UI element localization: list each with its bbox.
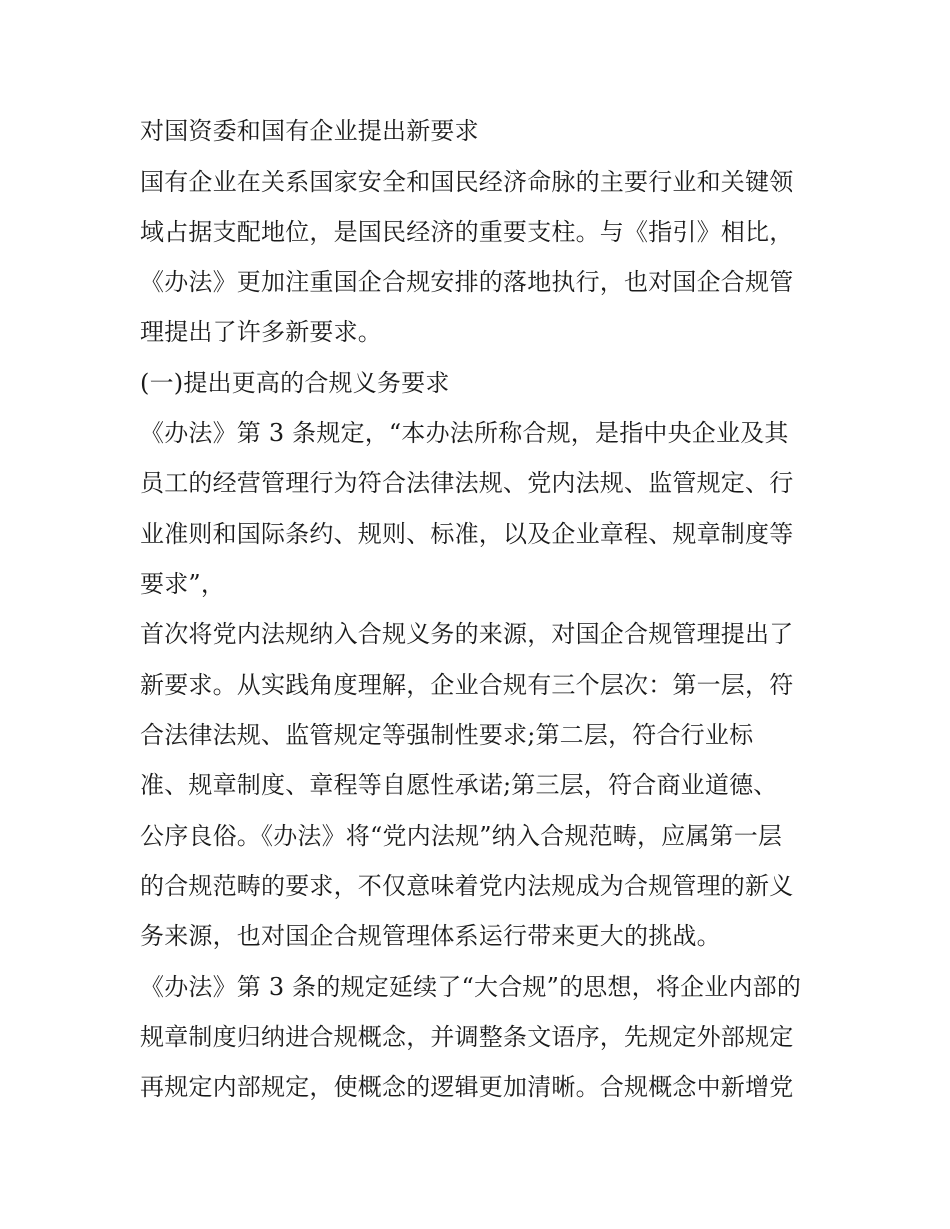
text-line: 首次将党内法规纳入合规义务的来源，对国企合规管理提出了: [140, 620, 794, 648]
text-line: 的合规范畴的要求，不仅意味着党内法规成为合规管理的新义: [140, 872, 794, 900]
text-line: 《办法》更加注重国企合规安排的落地执行，也对国企合规管: [140, 268, 794, 296]
text-line: 要求”，: [140, 570, 226, 598]
subsection-heading: (一)提出更高的合规义务要求: [140, 369, 450, 397]
text-line: 《办法》第 3 条的规定延续了“大合规”的思想，将企业内部的: [140, 973, 802, 1001]
text-line: 理提出了许多新要求。: [140, 318, 382, 346]
text-line: 务来源，也对国企合规管理体系运行带来更大的挑战。: [140, 922, 721, 950]
text-line: 再规定内部规定，使概念的逻辑更加清晰。合规概念中新增党: [140, 1073, 794, 1101]
text-line: 《办法》第 3 条规定，“本办法所称合规，是指中央企业及其: [140, 419, 789, 447]
section-heading: 对国资委和国有企业提出新要求: [140, 117, 479, 145]
text-line: 员工的经营管理行为符合法律法规、党内法规、监管规定、行: [140, 469, 794, 497]
text-line: 准、规章制度、章程等自愿性承诺;第三层，符合商业道德、: [140, 771, 778, 799]
text-line: 合法律法规、监管规定等强制性要求;第二层，符合行业标: [140, 721, 754, 749]
text-line: 公序良俗。《办法》将“党内法规”纳入合规范畴，应属第一层: [140, 822, 783, 850]
text-line: 新要求。从实践角度理解，企业合规有三个层次：第一层，符: [140, 671, 794, 699]
text-line: 国有企业在关系国家安全和国民经济命脉的主要行业和关键领: [140, 168, 794, 196]
text-line: 规章制度归纳进合规概念，并调整条文语序，先规定外部规定: [140, 1023, 794, 1051]
text-line: 域占据支配地位，是国民经济的重要支柱。与《指引》相比，: [140, 218, 794, 246]
text-line: 业准则和国际条约、规则、标准，以及企业章程、规章制度等: [140, 520, 794, 548]
